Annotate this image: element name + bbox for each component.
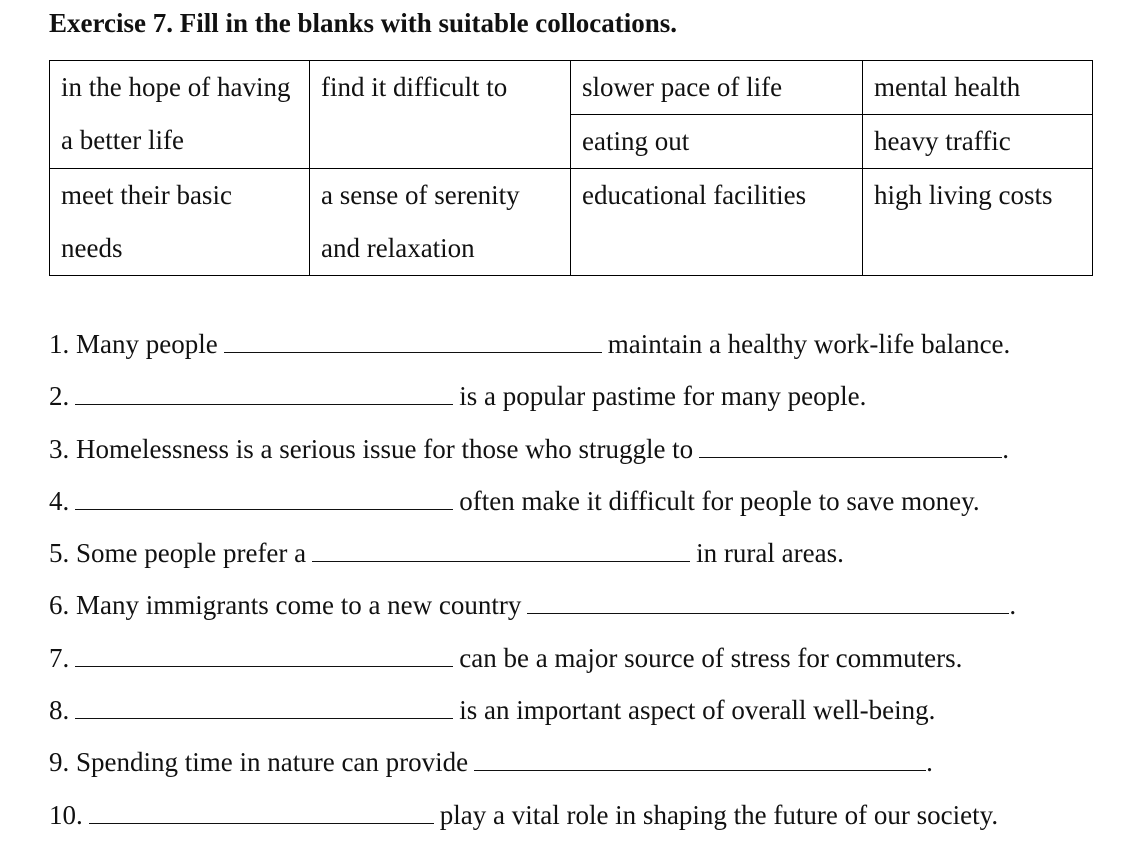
table-cell xyxy=(863,115,1093,169)
list-item xyxy=(49,423,1109,475)
list-item xyxy=(49,789,1109,841)
collocation-eating-out: eating out xyxy=(582,126,690,156)
list-item xyxy=(49,527,1109,579)
collocation-serenity: a sense of serenity and relaxation xyxy=(321,180,520,263)
list-item xyxy=(49,632,1109,684)
exercise-title: Exercise 7. Fill in the blanks with suitable collocations. xyxy=(49,8,678,38)
item-text-after: often make it difficult for people to save money. xyxy=(459,485,980,516)
list-item xyxy=(49,370,1109,422)
collocation-educational-facilities: educational facilities xyxy=(582,180,807,210)
answer-blank[interactable] xyxy=(312,545,690,562)
item-text-after: in rural areas. xyxy=(696,538,844,569)
answer-blank[interactable] xyxy=(75,702,453,719)
item-text-before: 9. Spending time in nature can provide xyxy=(49,747,469,778)
collocation-basic-needs: meet their basic needs xyxy=(61,180,232,263)
item-text-after: maintain a healthy work-life balance. xyxy=(607,329,1011,359)
table-cell xyxy=(50,169,310,276)
item-text-before: 5. Some people prefer a xyxy=(49,538,307,569)
item-text-before: 1. Many people xyxy=(49,329,218,359)
item-text-before: 8. xyxy=(49,695,70,726)
table-cell xyxy=(571,61,863,115)
item-text-before: 7. xyxy=(49,642,70,673)
item-text-after: . xyxy=(1002,433,1009,464)
item-text-before: 10. xyxy=(49,799,83,830)
table-cell xyxy=(863,61,1093,115)
answer-blank[interactable] xyxy=(474,754,926,771)
list-item xyxy=(49,318,1109,370)
item-text-before: 2. xyxy=(49,381,70,412)
list-item xyxy=(49,579,1109,631)
collocation-living-costs: high living costs xyxy=(874,180,1053,210)
item-text-after: is a popular pastime for many people. xyxy=(459,381,867,412)
answer-blank[interactable] xyxy=(75,493,453,510)
answer-blank[interactable] xyxy=(224,336,602,353)
list-item xyxy=(49,684,1109,736)
item-text-after: . xyxy=(926,747,933,778)
exercise-list xyxy=(49,318,1109,841)
item-text-after: play a vital role in shaping the future of our society. xyxy=(439,799,999,830)
item-text-after: is an important aspect of overall well-being. xyxy=(459,695,936,726)
table-cell xyxy=(571,115,863,169)
item-text-before: 4. xyxy=(49,485,70,516)
collocation-find-difficult: find it difficult to xyxy=(321,72,508,102)
answer-blank[interactable] xyxy=(75,388,453,405)
list-item xyxy=(49,475,1109,527)
item-text-after: . xyxy=(1009,590,1017,621)
collocation-hope-better-life: in the hope of having a better life xyxy=(61,72,291,155)
table-cell xyxy=(571,169,863,276)
item-text-after: can be a major source of stress for commuters. xyxy=(459,642,963,673)
item-text-before: 3. Homelessness is a serious issue for those who struggle to xyxy=(49,433,694,464)
table-cell xyxy=(50,61,310,169)
list-item xyxy=(49,736,1109,788)
answer-blank[interactable] xyxy=(89,807,434,824)
table-cell xyxy=(310,61,571,169)
collocation-mental-health: mental health xyxy=(874,72,1021,102)
answer-blank[interactable] xyxy=(75,650,453,667)
collocation-table xyxy=(49,60,1093,276)
table-cell xyxy=(863,169,1093,276)
table-cell xyxy=(310,169,571,276)
answer-blank[interactable] xyxy=(699,441,1002,458)
item-text-before: 6. Many immigrants come to a new country xyxy=(49,590,522,621)
collocation-slower-pace: slower pace of life xyxy=(582,72,783,102)
collocation-heavy-traffic: heavy traffic xyxy=(874,126,1011,156)
answer-blank[interactable] xyxy=(527,597,1009,614)
